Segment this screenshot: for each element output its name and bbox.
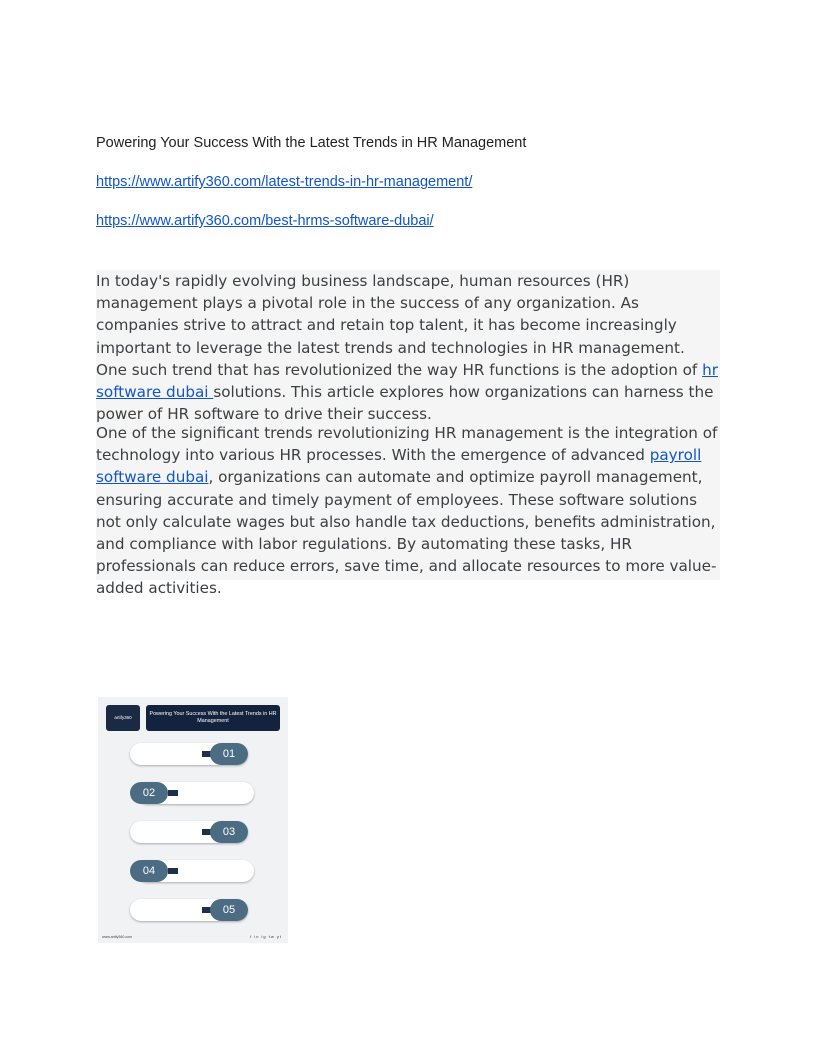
step-number: 01 — [210, 743, 248, 765]
document-title: Powering Your Success With the Latest Trends in HR Management — [96, 135, 527, 151]
infographic-step-1 — [130, 743, 254, 765]
step-number: 03 — [210, 821, 248, 843]
step-number: 02 — [130, 782, 168, 804]
infographic-footer: www.artify360.com — [102, 935, 133, 939]
infographic-step-3 — [130, 821, 254, 843]
step-connector — [168, 868, 178, 874]
infographic-step-4 — [130, 860, 254, 882]
social-icons: f in ig tw yt — [250, 934, 282, 939]
step-number: 05 — [210, 899, 248, 921]
paragraph-1-text-a: In today's rapidly evolving business landscape, human resources (HR) management plays a pivotal role in the success of any organization. As companies strive to attract and retain top talent, it has become increasingly important to leverage the latest trends and technologies in HR management. One such trend that has revolutionized the way HR functions is the adoption of — [96, 272, 703, 379]
paragraph-2 — [96, 422, 720, 600]
payroll-software-dubai-link[interactable]: payroll software dubai — [96, 446, 702, 487]
infographic-header: Powering Your Success With the Latest Trends in HR Management — [146, 705, 280, 731]
step-number: 04 — [130, 860, 168, 882]
paragraph-2-text-a: One of the significant trends revolutionizing HR management is the integration of technology into various HR processes. With the emergence of advanced — [96, 424, 718, 465]
link-latest-trends[interactable]: https://www.artify360.com/latest-trends-in-hr-management/ — [96, 174, 473, 190]
infographic-image — [98, 697, 288, 943]
infographic-step-2 — [130, 782, 254, 804]
hr-software-dubai-link[interactable]: hr software dubai — [96, 360, 718, 402]
paragraph-1-text-b: solutions. This article explores how organizations can harness the power of HR software to drive their success. — [96, 383, 714, 424]
paragraph-1 — [96, 270, 720, 425]
step-connector — [168, 790, 178, 796]
paragraph-2-text-b: , organizations can automate and optimize payroll management, ensuring accurate and timely payment of employees. These software solutions not only calculate wages but also handle tax deductions, benefits administration, and compliance with labor regulations. By automating these tasks, HR professionals can reduce errors, save time, and allocate resources to more value-added activities. — [96, 468, 717, 598]
infographic-logo: artify360 — [106, 705, 140, 731]
infographic-step-5 — [130, 899, 254, 921]
link-best-hrms[interactable]: https://www.artify360.com/best-hrms-software-dubai/ — [96, 213, 434, 229]
